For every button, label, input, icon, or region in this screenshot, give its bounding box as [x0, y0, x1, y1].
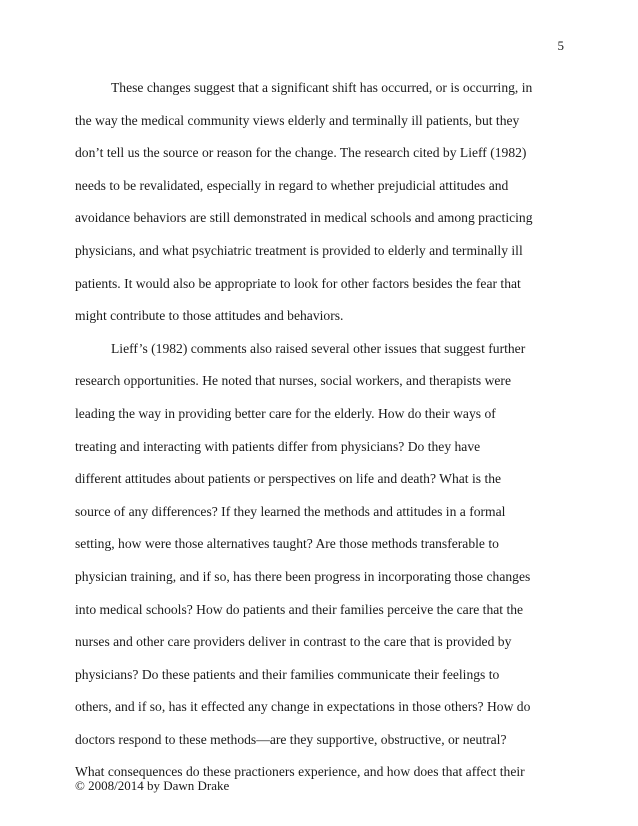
text-line: research opportunities. He noted that nurses, social workers, and therapists were [75, 373, 511, 389]
text-line: needs to be revalidated, especially in regard to whether prejudicial attitudes and [75, 177, 509, 193]
text-line: physicians, and what psychiatric treatment is provided to elderly and terminally ill [75, 242, 523, 258]
text-line: What consequences do these practioners experience, and how does that affect their [75, 764, 525, 780]
text-line: don’t tell us the source or reason for the change. The research cited by Lieff (1982) [75, 145, 527, 161]
text-line: the way the medical community views elderly and terminally ill patients, but they [75, 112, 520, 128]
text-line: treating and interacting with patients differ from physicians? Do they have [75, 438, 481, 454]
text-line: might contribute to those attitudes and behaviors. [75, 308, 344, 324]
text-line: leading the way in providing better care for the elderly. How do their ways of [75, 405, 496, 421]
paragraph [75, 340, 564, 796]
page-number: 5 [557, 38, 564, 53]
text-line: Lieff’s (1982) comments also raised several other issues that suggest further [111, 340, 526, 356]
text-line: These changes suggest that a significant shift has occurred, or is occurring, in [111, 80, 533, 95]
text-line: others, and if so, has it effected any change in expectations in those others? How do [75, 699, 531, 715]
text-line: physicians? Do these patients and their families communicate their feelings to [75, 666, 500, 682]
copyright-footer: © 2008/2014 by Dawn Drake [75, 778, 230, 793]
text-line: into medical schools? How do patients and their families perceive the care that the [75, 601, 524, 617]
body-text [75, 79, 564, 796]
text-line: avoidance behaviors are still demonstrated in medical schools and among practicing [75, 210, 533, 226]
text-line: different attitudes about patients or perspectives on life and death? What is the [75, 471, 502, 487]
text-line: physician training, and if so, has there been progress in incorporating those changes [75, 568, 531, 584]
text-line: patients. It would also be appropriate to look for other factors besides the fear that [75, 275, 521, 291]
paragraph [75, 79, 564, 340]
text-line: nurses and other care providers deliver in contrast to the care that is provided by [75, 634, 512, 650]
text-line: doctors respond to these methods—are they supportive, obstructive, or neutral? [75, 731, 507, 747]
text-line: setting, how were those alternatives taught? Are those methods transferable to [75, 536, 499, 552]
text-line: source of any differences? If they learned the methods and attitudes in a formal [75, 503, 506, 519]
